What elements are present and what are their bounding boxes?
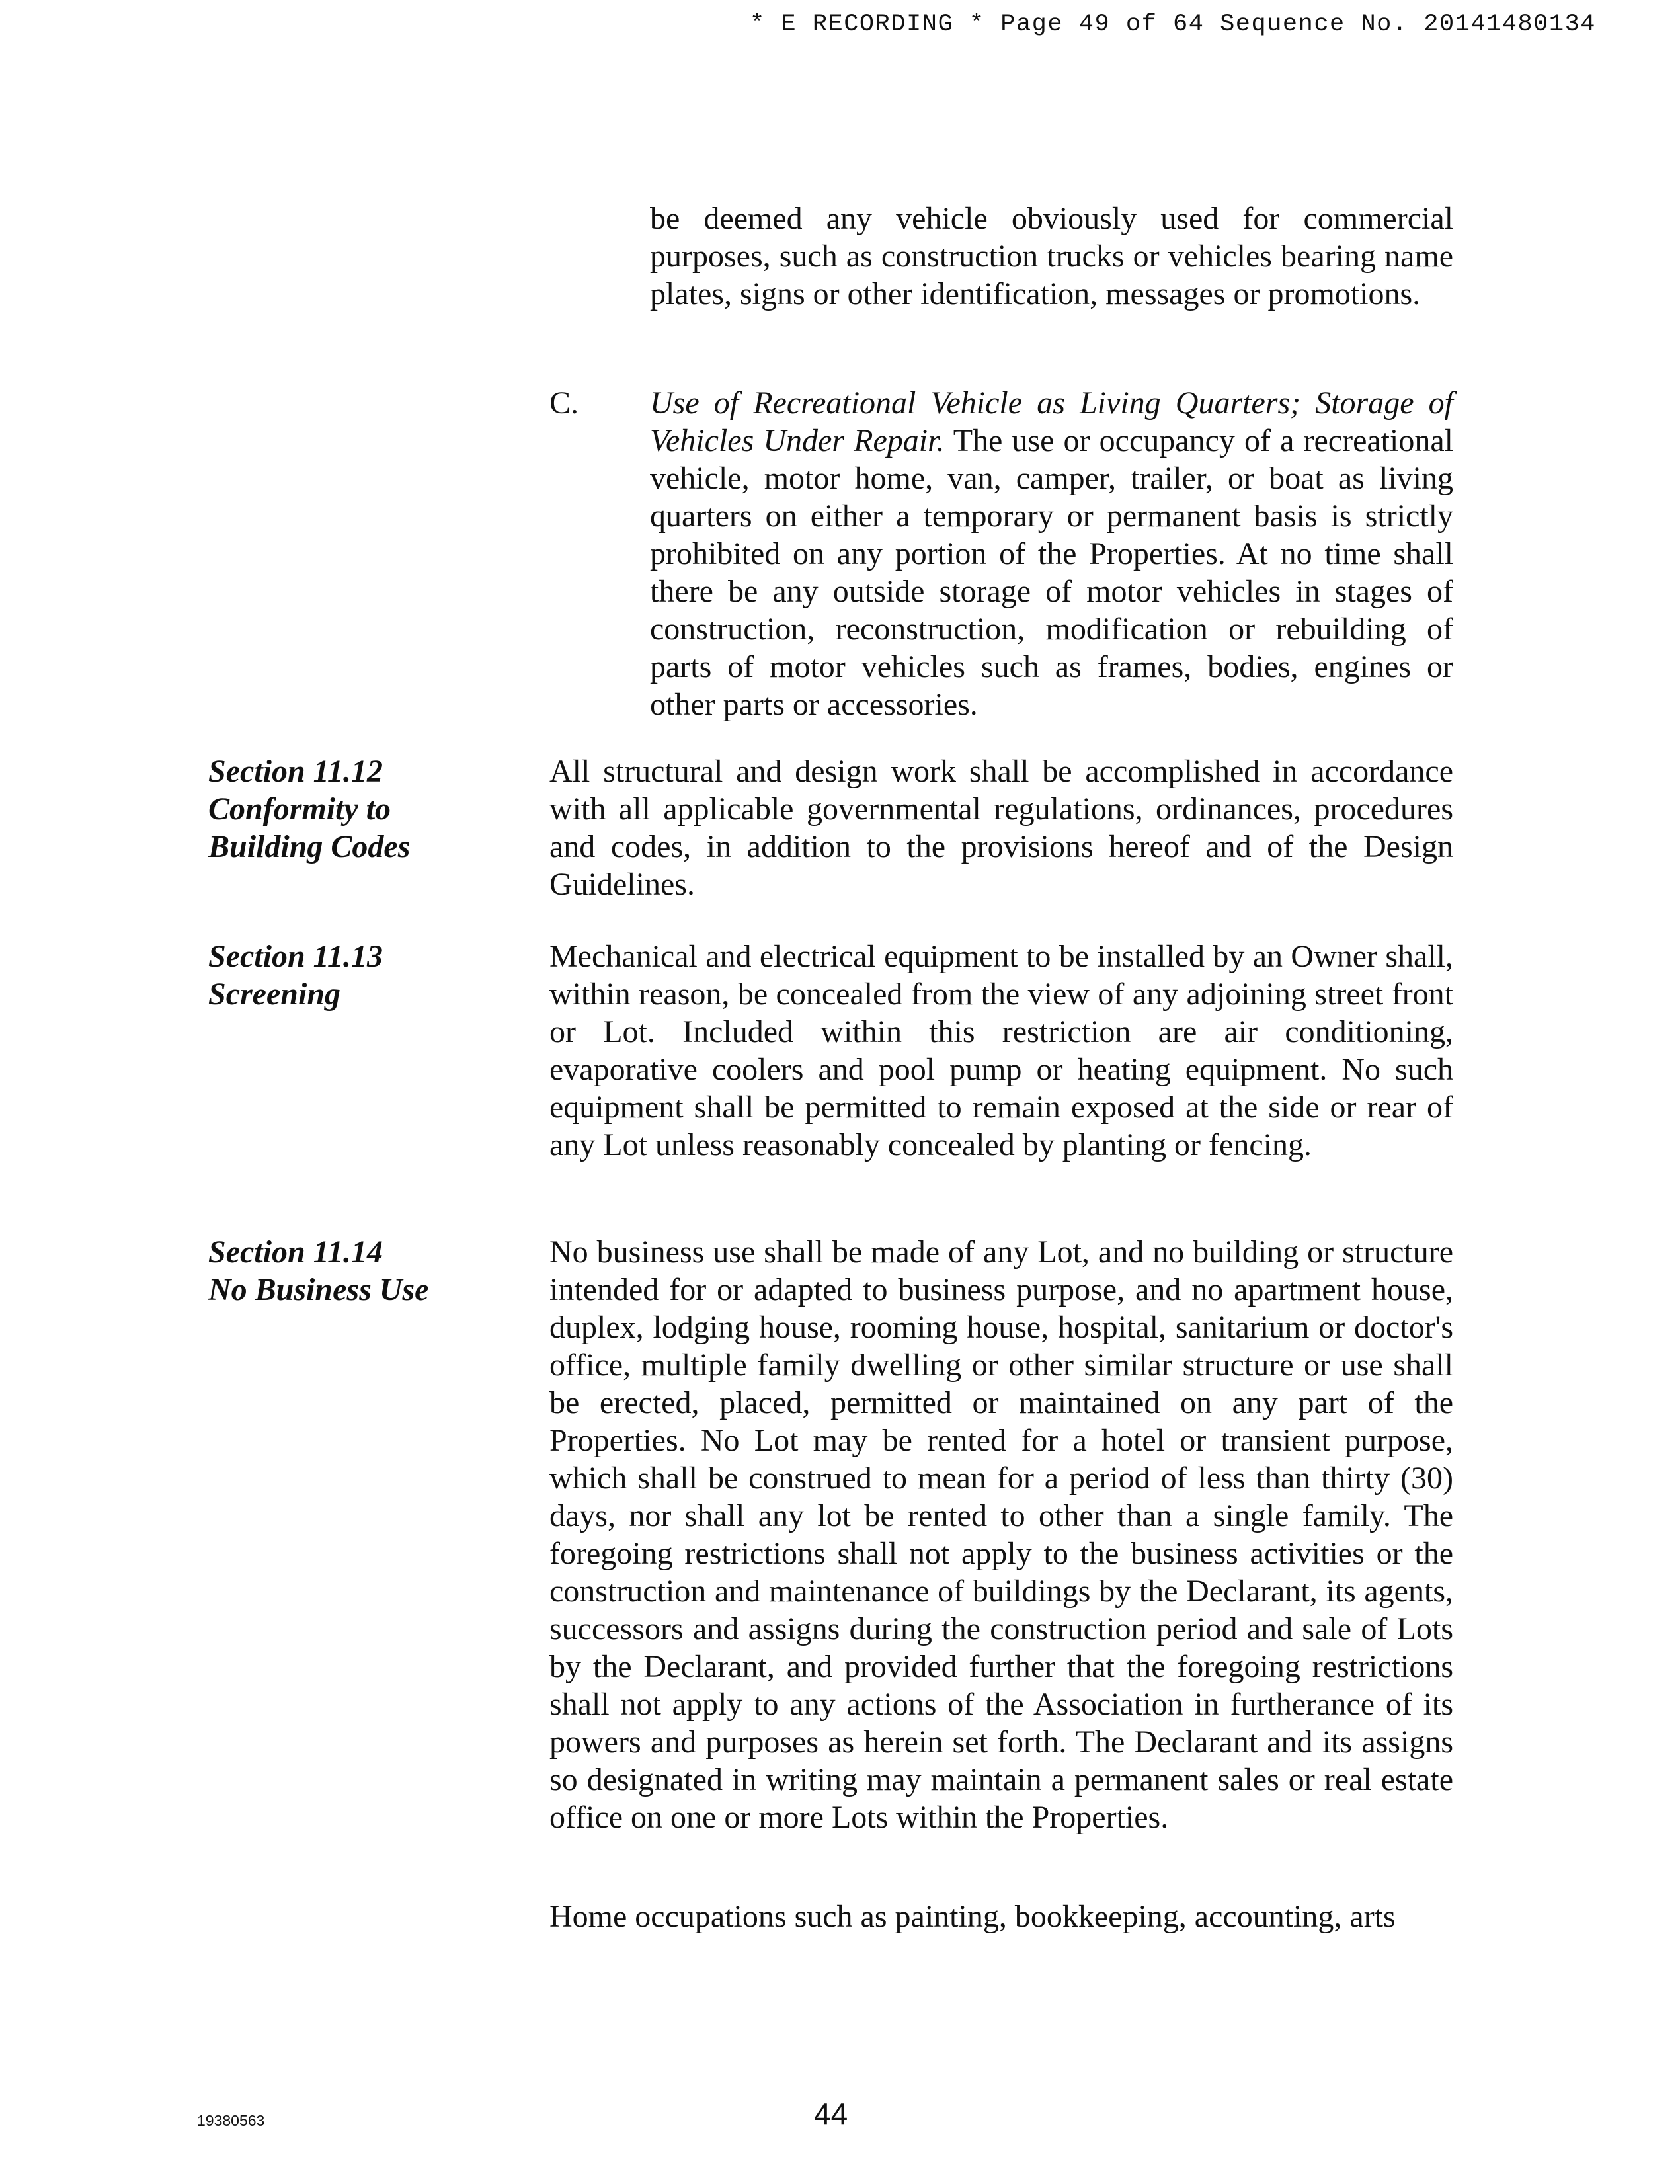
section-title-line: Conformity to — [208, 791, 391, 827]
section-number: Section 11.13 — [208, 939, 383, 974]
section-number: Section 11.12 — [208, 754, 383, 789]
section-title-line: Building Codes — [208, 829, 411, 864]
item-c-label: C. — [549, 385, 579, 421]
item-c-title: Use of Recreational Vehicle as Living Quarters; Storage of Vehicles Under Repair. — [650, 385, 1453, 458]
section-11-13-text: Mechanical and electrical equipment to be installed by an Owner shall, within reason, be concealed from the view of any adjoining street front or Lot. Included within this restriction are air conditioning, evaporative coolers and pool pump or heating equipment. No such equipment shall be permitted to remain exposed at the side or rear of any Lot unless reasonably concealed by planting or fencing. — [549, 939, 1453, 1162]
section-11-12-text: All structural and design work shall be accomplished in accordance with all applicable governmental regulations, ordinances, procedures and codes, in addition to the provisions hereof and of the Design Guidelines. — [549, 754, 1453, 902]
section-11-12-heading — [208, 752, 552, 866]
item-c-paragraph — [650, 384, 1453, 723]
section-number: Section 11.14 — [208, 1234, 383, 1270]
home-occupations-paragraph: Home occupations such as painting, bookkeeping, accounting, arts — [549, 1899, 1396, 1934]
page-number: 44 — [814, 2097, 848, 2131]
item-c-text: The use or occupancy of a recreational vehicle, motor home, van, camper, trailer, or boat as living quarters on either a temporary or permanent basis is strictly prohibited on any portion of the Properties. At no time shall there be any outside storage of motor vehicles in stages of construction, reconstruction, modification or rebuilding of parts of motor vehicles such as frames, bodies, engines or other parts or accessories. — [650, 423, 1453, 722]
continuation-paragraph: be deemed any vehicle obviously used for commercial purposes, such as construction trucks or vehicles bearing name plates, signs or other identification, messages or promotions. — [650, 201, 1453, 311]
section-11-14-text: No business use shall be made of any Lot, and no building or structure intended for or adapted to business purpose, and no apartment house, duplex, lodging house, rooming house, hospital, sanitarium or doctor's office, multiple family dwelling or other similar structure or use shall be erected, placed, permitted or maintained on any part of the Properties. No Lot may be rented for a hotel or transient purpose, which shall be construed to mean for a period of less than thirty (30) days, nor shall any lot be rented to other than a single family. The foregoing restrictions shall not apply to the business activities or the construction and maintenance of buildings by the Declarant, its agents, successors and assigns during the construction period and sale of Lots by the Declarant, and provided further that the foregoing restrictions shall not apply to any actions of the Association in furtherance of its powers and purposes as herein set forth. The Declarant and its assigns so designated in writing may maintain a permanent sales or real estate office on one or more Lots within the Properties. — [549, 1234, 1453, 1835]
section-11-14-heading — [208, 1233, 552, 1309]
recording-header: * E RECORDING * Page 49 of 64 Sequence No. 20141480134 — [750, 11, 1596, 38]
document-id: 19380563 — [197, 2112, 265, 2129]
section-title-line: Screening — [208, 977, 341, 1012]
section-11-13-heading — [208, 938, 552, 1013]
section-title-line: No Business Use — [208, 1272, 429, 1307]
